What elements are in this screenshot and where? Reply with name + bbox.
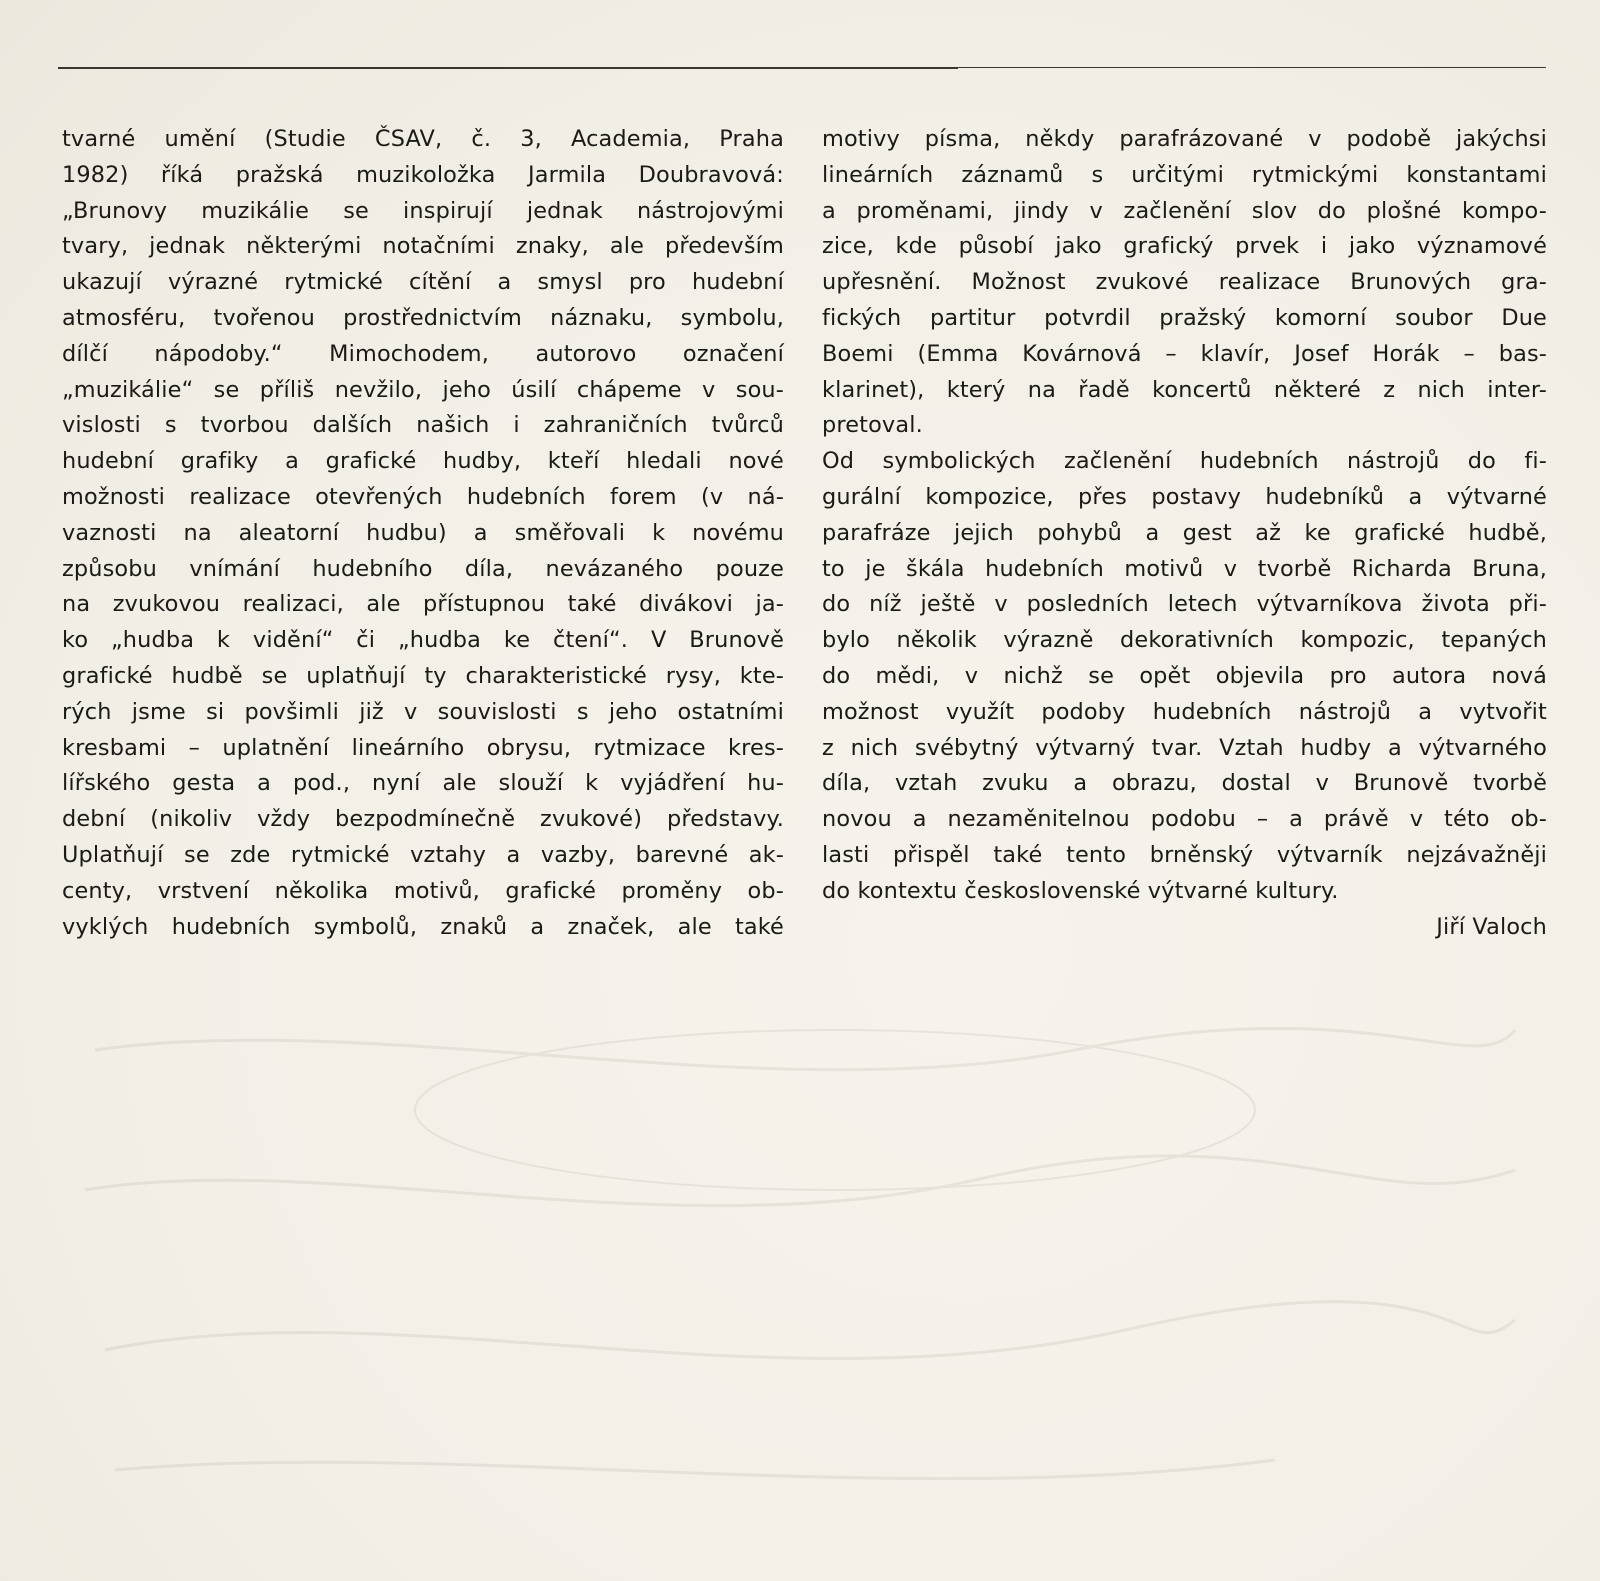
text-line: způsobu vnímání hudebního díla, nevázaného pouze bbox=[62, 555, 784, 582]
text-line: novou a nezaměnitelnou podobu – a právě v této ob- bbox=[822, 806, 1547, 833]
text-line: centy, vrstvení několika motivů, grafické proměny ob- bbox=[62, 877, 784, 904]
text-line: tvarné umění (Studie ČSAV, č. 3, Academia, Praha bbox=[62, 126, 784, 152]
text-line: do níž ještě v posledních letech výtvarníkova života při- bbox=[822, 591, 1547, 618]
text-line: ukazují výrazné rytmické cítění a smysl pro hudební bbox=[62, 269, 784, 296]
text-line: pretoval. bbox=[822, 412, 923, 439]
text-line: parafráze jejich pohybů a gest až ke grafické hudbě, bbox=[822, 519, 1547, 546]
text-line: a proměnami, jindy v začlenění slov do plošné kompo- bbox=[822, 197, 1547, 224]
text-line: grafické hudbě se uplatňují ty charakteristické rysy, kte- bbox=[62, 662, 784, 689]
text-line: vislosti s tvorbou dalších našich i zahraničních tvůrců bbox=[62, 412, 784, 439]
text-line: hudební grafiky a grafické hudby, kteří hledali nové bbox=[62, 448, 784, 475]
text-line: na zvukovou realizaci, ale přístupnou také divákovi ja- bbox=[62, 591, 784, 618]
text-line: klarinet), který na řadě koncertů některé z nich inter- bbox=[822, 376, 1547, 403]
text-line: atmosféru, tvořenou prostřednictvím náznaku, symbolu, bbox=[62, 304, 784, 331]
text-line: lineárních záznamů s určitými rytmickými konstantami bbox=[822, 161, 1547, 188]
text-line: do mědi, v nichž se opět objevila pro autora nová bbox=[822, 662, 1547, 689]
text-line: upřesnění. Možnost zvukové realizace Brunových gra- bbox=[822, 269, 1547, 296]
author-signature: Jiří Valoch bbox=[1436, 913, 1547, 940]
text-line: zice, kde působí jako grafický prvek i jako významové bbox=[822, 233, 1547, 260]
header-rule-right bbox=[958, 67, 1546, 68]
text-line: vyklých hudebních symbolů, znaků a značek, ale také bbox=[62, 913, 784, 940]
text-line: do kontextu československé výtvarné kultury. bbox=[822, 877, 1339, 904]
text-line: lířského gesta a pod., nyní ale slouží k vyjádření hu- bbox=[62, 770, 784, 797]
text-line: Boemi (Emma Kovárnová – klavír, Josef Horák – bas- bbox=[822, 340, 1547, 367]
text-line: tvary, jednak některými notačními znaky, ale především bbox=[62, 233, 784, 260]
text-line: dílčí nápodoby.“ Mimochodem, autorovo označení bbox=[62, 340, 784, 367]
text-line: ko „hudba k vidění“ či „hudba ke čtení“. V Brunově bbox=[62, 627, 784, 654]
text-line: bylo několik výrazně dekorativních kompozic, tepaných bbox=[822, 627, 1547, 654]
text-line: možnosti realizace otevřených hudebních forem (v ná- bbox=[62, 483, 784, 510]
text-line: lasti přispěl také tento brněnský výtvarník nejzávažněji bbox=[822, 841, 1547, 868]
right-text-column bbox=[822, 122, 1547, 945]
text-line: kresbami – uplatnění lineárního obrysu, rytmizace kres- bbox=[62, 734, 784, 761]
text-line: z nich svébytný výtvarný tvar. Vztah hudby a výtvarného bbox=[822, 734, 1547, 761]
text-line: Od symbolických začlenění hudebních nástrojů do fi- bbox=[822, 448, 1547, 475]
text-line: „muzikálie“ se příliš nevžilo, jeho úsilí chápeme v sou- bbox=[62, 376, 784, 403]
text-line: gurální kompozice, přes postavy hudebníků a výtvarné bbox=[822, 483, 1547, 510]
text-line: možnost využít podoby hudebních nástrojů a vytvořit bbox=[822, 698, 1547, 725]
text-line: Uplatňují se zde rytmické vztahy a vazby, barevné ak- bbox=[62, 841, 784, 868]
show-through-artwork bbox=[75, 990, 1525, 1530]
text-line: díla, vztah zvuku a obrazu, dostal v Brunově tvorbě bbox=[822, 770, 1547, 797]
text-line: rých jsme si povšimli již v souvislosti s jeho ostatními bbox=[62, 698, 784, 725]
left-text-column bbox=[62, 122, 784, 945]
text-line: to je škála hudebních motivů v tvorbě Richarda Bruna, bbox=[822, 555, 1547, 582]
text-line: dební (nikoliv vždy bezpodmínečně zvukové) představy. bbox=[62, 806, 784, 833]
text-line: vaznosti na aleatorní hudbu) a směřovali k novému bbox=[62, 519, 784, 546]
text-line: fických partitur potvrdil pražský komorní soubor Due bbox=[822, 304, 1547, 331]
text-line: 1982) říká pražská muzikoložka Jarmila Doubravová: bbox=[62, 161, 784, 188]
text-line: „Brunovy muzikálie se inspirují jednak nástrojovými bbox=[62, 197, 784, 224]
text-line: motivy písma, někdy parafrázované v podobě jakýchsi bbox=[822, 126, 1547, 152]
header-rule bbox=[58, 67, 958, 69]
